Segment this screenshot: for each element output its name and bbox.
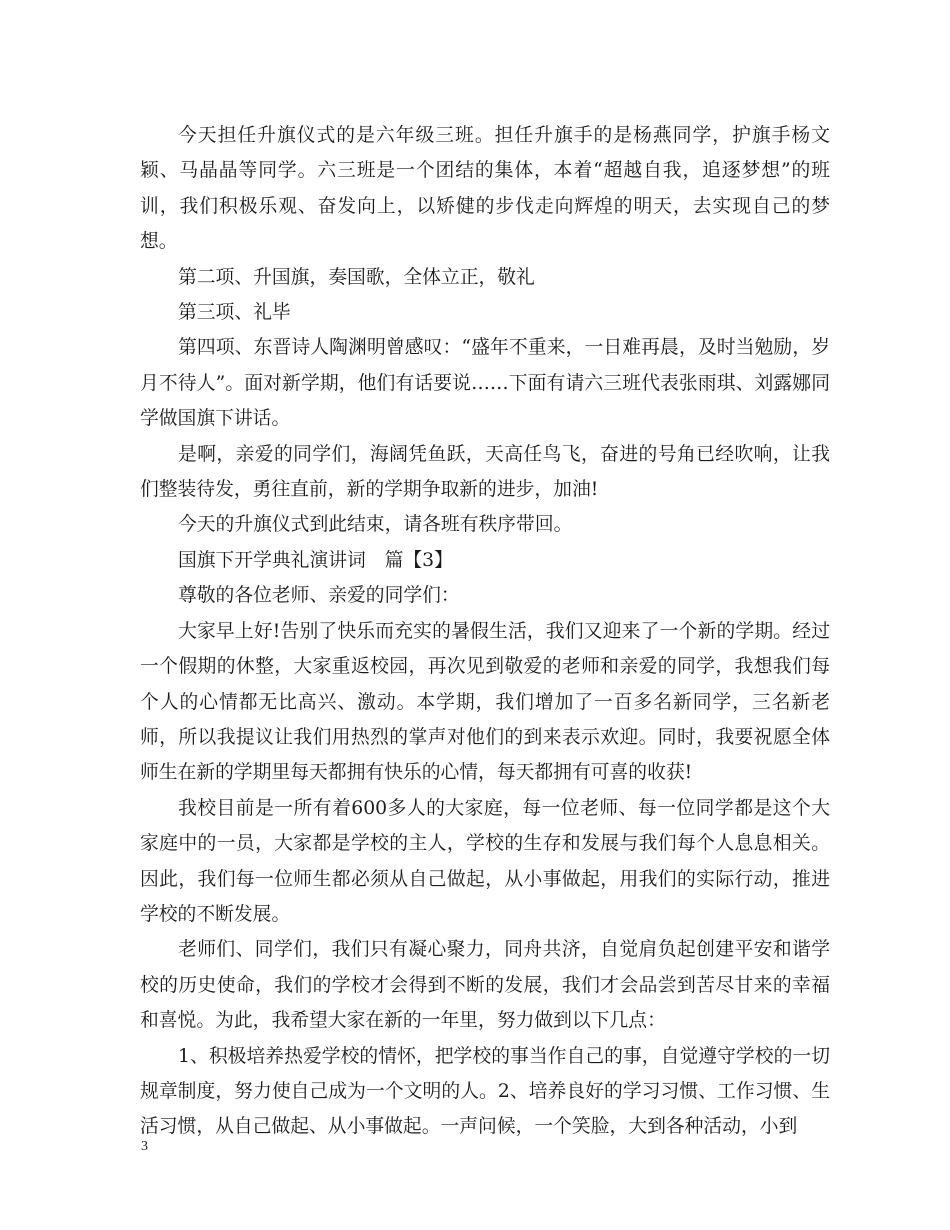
- paragraph-step-four: 第四项、东晋诗人陶渊明曾感叹：“盛年不重来，一日难再晨，及时当勉励，岁月不待人”。面对新学期，他们有话要说……下面有请六三班代表张雨琪、刘露娜同学做国旗下讲话。: [140, 337, 830, 430]
- salutation: 尊敬的各位老师、亲爱的同学们：: [178, 585, 460, 607]
- paragraph-points: 1、积极培养热爱学校的情怀，把学校的事当作自己的事，自觉遵守学校的一切规章制度，努力使自己成为一个文明的人。2、培养良好的学习习惯、工作习惯、生活习惯，从自己做起、从小事做起。一声问候，一个笑脸，大到各种活动，小到: [140, 1045, 830, 1138]
- paragraph-flag-raising-class: 今天担任升旗仪式的是六年级三班。担任升旗手的是杨燕同学，护旗手杨文颖、马晶晶等同学。六三班是一个团结的集体，本着“超越自我，追逐梦想”的班训，我们积极乐观、奋发向上，以矫健的步伐走向辉煌的明天，去实现自己的梦想。: [140, 125, 830, 253]
- paragraph-encouragement: 是啊，亲爱的同学们，海阔凭鱼跃，天高任鸟飞，奋进的号角已经吹响，让我们整装待发，勇往直前，新的学期争取新的进步，加油!: [140, 443, 830, 501]
- paragraph-school-family: 我校目前是一所有着600多人的大家庭，每一位老师、每一位同学都是这个大家庭中的一员，大家都是学校的主人，学校的生存和发展与我们每个人息息相关。因此，我们每一位师生都必须从自己做起，从小事做起，用我们的实际行动，推进学校的不断发展。: [140, 797, 830, 925]
- paragraph-ceremony-end: 今天的升旗仪式到此结束，请各班有秩序带回。: [178, 514, 573, 536]
- paragraph-step-three: 第三项、礼毕: [178, 302, 291, 324]
- paragraph-step-two: 第二项、升国旗，奏国歌，全体立正，敬礼: [178, 266, 535, 288]
- document-body: [140, 118, 830, 1145]
- page-number: 3: [141, 1139, 148, 1154]
- paragraph-greeting: 大家早上好!告别了快乐而充实的暑假生活，我们又迎来了一个新的学期。经过一个假期的休整，大家重返校园，再次见到敬爱的老师和亲爱的同学，我想我们每个人的心情都无比高兴、激动。本学期，我们增加了一百多名新同学，三名新老师，所以我提议让我们用热烈的掌声对他们的到来表示欢迎。同时，我要祝愿全体师生在新的学期里每天都拥有快乐的心情，每天都拥有可喜的收获!: [140, 620, 830, 784]
- section-heading: 国旗下开学典礼演讲词 篇【3】: [178, 549, 453, 571]
- paragraph-mission: 老师们、同学们，我们只有凝心聚力，同舟共济，自觉肩负起创建平安和谐学校的历史使命，我们的学校才会得到不断的发展，我们才会品尝到苦尽甘来的幸福和喜悦。为此，我希望大家在新的一年里，努力做到以下几点：: [140, 939, 830, 1032]
